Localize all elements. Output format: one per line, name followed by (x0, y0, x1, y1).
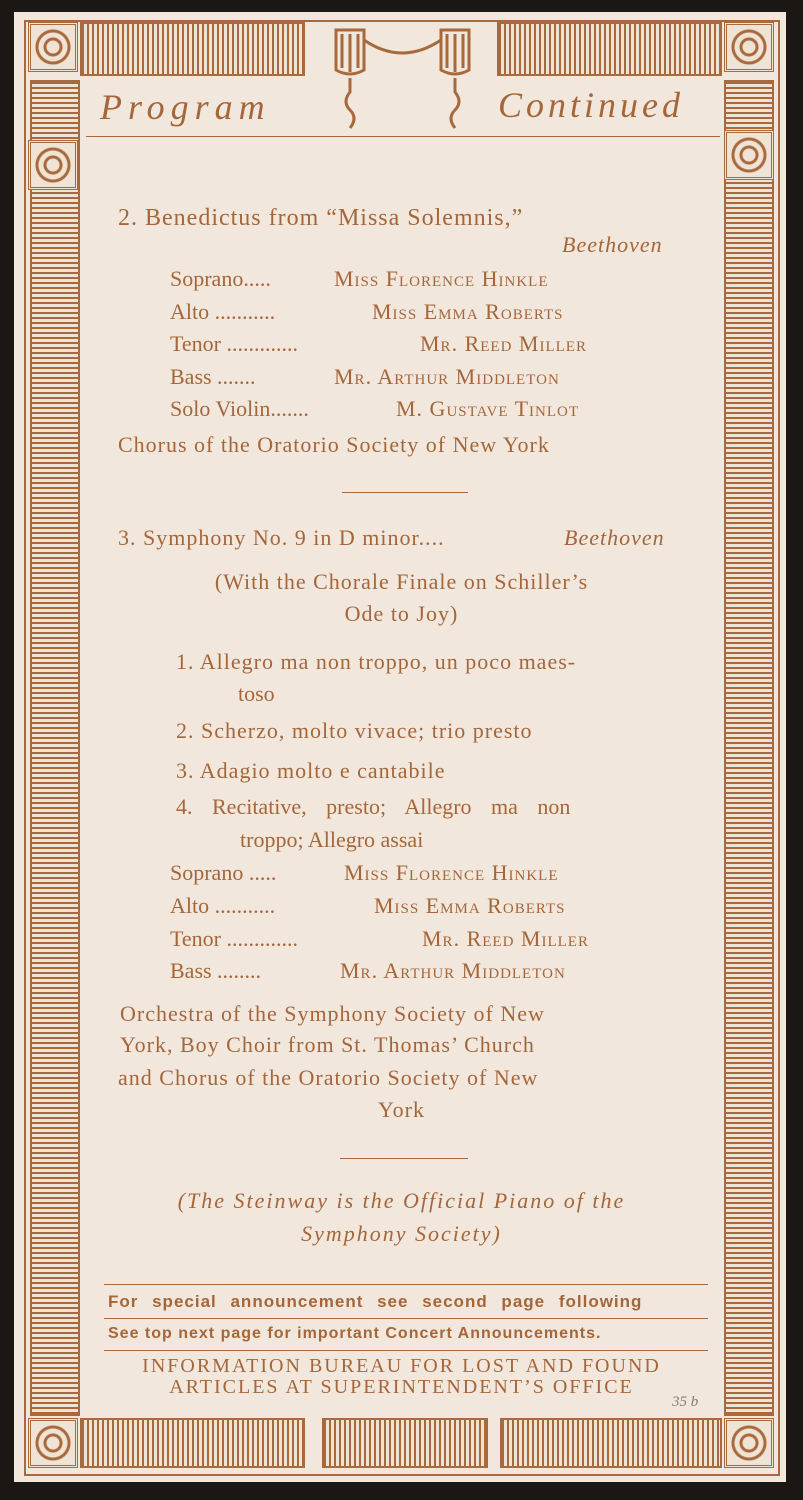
item2-performer: Mr. Reed Miller (420, 331, 587, 356)
sponsor-note: (The Steinway is the Official Piano of the (177, 1188, 626, 1213)
movement-line: 1. Allegro ma non troppo, un poco maes- (176, 649, 577, 674)
item2-performer: Miss Emma Roberts (372, 299, 564, 324)
movement-line: troppo; Allegro assai (240, 827, 424, 852)
footer-rule (104, 1284, 708, 1285)
item2-role: Solo Violin....... (170, 396, 309, 421)
item3-role: Alto ........... (170, 893, 276, 918)
section-divider (340, 1158, 468, 1159)
item2-role: Bass ....... (170, 364, 256, 389)
side-knot-right (724, 130, 774, 180)
ensemble-line: York (377, 1097, 425, 1122)
item2-role: Alto ........... (170, 299, 276, 324)
header-program: Program (100, 87, 271, 127)
item3-performer: Miss Emma Roberts (374, 893, 566, 918)
footer-announcement: For special announcement see second page following (108, 1292, 643, 1311)
top-left-border-band (80, 22, 305, 76)
footer-announcement: See top next page for important Concert Announcements. (108, 1325, 602, 1342)
item3-performer: Miss Florence Hinkle (344, 860, 559, 885)
item2-chorus: Chorus of the Oratorio Society of New York (118, 432, 550, 457)
movement-line: 2. Scherzo, molto vivace; trio presto (176, 718, 533, 743)
header-continued: Continued (498, 85, 684, 125)
ensemble-line: and Chorus of the Oratorio Society of New (118, 1065, 539, 1090)
lyre-ornament-icon (330, 22, 475, 132)
item2-performer: M. Gustave Tinlot (396, 396, 580, 421)
corner-knot-top-left (28, 22, 78, 72)
side-knot-left (28, 140, 78, 190)
ensemble-line: York, Boy Choir from St. Thomas’ Church (120, 1032, 535, 1057)
footer-rule (104, 1318, 708, 1319)
item2-role: Soprano..... (170, 266, 271, 291)
info-bureau-line: ARTICLES AT SUPERINTENDENT’S OFFICE (169, 1376, 634, 1398)
item2-performer: Miss Florence Hinkle (334, 266, 549, 291)
item3-subtitle: Ode to Joy) (344, 601, 459, 626)
corner-knot-bottom-right (724, 1418, 774, 1468)
item2-composer: Beethoven (562, 232, 663, 257)
item2-performer: Mr. Arthur Middleton (334, 364, 560, 389)
item3-role: Bass ........ (170, 958, 262, 983)
item2-role: Tenor ............. (170, 331, 298, 356)
top-right-border-band (497, 22, 722, 76)
info-bureau-line: INFORMATION BUREAU FOR LOST AND FOUND (142, 1355, 661, 1377)
ensemble-line: Orchestra of the Symphony Society of New (120, 1001, 545, 1026)
bottom-left-border-band (80, 1418, 305, 1468)
footer-rule (104, 1350, 708, 1351)
item3-subtitle: (With the Chorale Finale on Schiller’s (214, 569, 589, 594)
item3-role: Tenor ............. (170, 926, 298, 951)
handwritten-mark: 35 b (672, 1394, 699, 1410)
item3-role: Soprano ..... (170, 860, 277, 885)
header-rule (86, 136, 720, 137)
section-divider (342, 492, 468, 493)
sponsor-note: Symphony Society) (301, 1221, 502, 1246)
corner-knot-bottom-left (28, 1418, 78, 1468)
right-border-column (724, 80, 774, 1416)
movement-line: 3. Adagio molto e cantabile (176, 758, 446, 783)
bottom-center-border-band (322, 1418, 488, 1468)
corner-knot-top-right (724, 22, 774, 72)
item3-title: 3. Symphony No. 9 in D minor.... (118, 525, 445, 550)
bottom-right-border-band (500, 1418, 722, 1468)
left-border-column (30, 80, 80, 1416)
movement-line: toso (238, 681, 275, 706)
item3-performer: Mr. Reed Miller (422, 926, 589, 951)
movement-line: 4. Recitative, presto; Allegro ma non (176, 794, 571, 819)
item2-title: 2. Benedictus from “Missa Solemnis,” (118, 205, 524, 231)
item3-composer: Beethoven (564, 525, 665, 550)
item3-performer: Mr. Arthur Middleton (340, 958, 566, 983)
